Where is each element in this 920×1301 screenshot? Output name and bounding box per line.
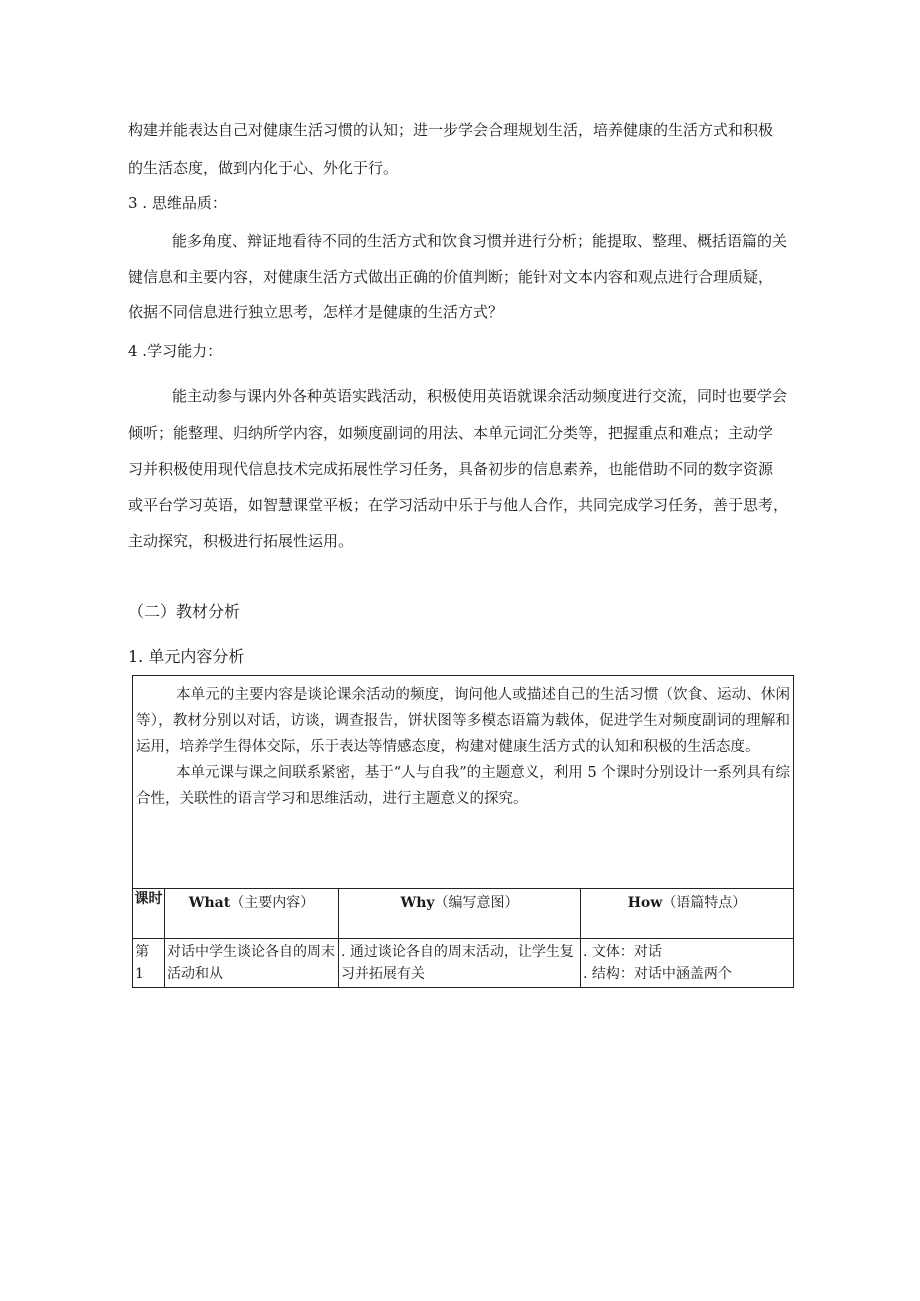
header-lesson: 课时	[133, 889, 165, 939]
table-header-row	[133, 889, 794, 939]
table-row	[133, 939, 794, 988]
row-how-line: . 文体：对话	[583, 944, 662, 960]
header-why	[339, 889, 581, 939]
paragraph-line: 依据不同信息进行独立思考，怎样才是健康的生活方式？	[128, 303, 504, 321]
paragraph-line: 的生活态度，做到内化于心、外化于行。	[128, 159, 399, 177]
intro-paragraph: 本单元课与课之间联系紧密，基于“人与自我”的主题意义，利用 5 个课时分别设计一系列具有综合性，关联性的语言学习和思维活动，进行主题意义的探究。	[136, 765, 790, 807]
paragraph-line: 或平台学习英语，如智慧课堂平板；在学习活动中乐于与他人合作，共同完成学习任务，善于思考，	[128, 496, 789, 514]
header-why-key: Why	[400, 895, 435, 911]
row-how-line: . 结构：对话中涵盖两个	[583, 966, 732, 982]
paragraph-line: 能多角度、辩证地看待不同的生活方式和饮食习惯并进行分析；能提取、整理、概括语篇的关	[172, 232, 788, 250]
row-how	[581, 939, 794, 988]
header-how	[581, 889, 794, 939]
paragraph-line: 主动探究，积极进行拓展性运用。	[128, 532, 354, 550]
header-how-rest: （语篇特点）	[662, 895, 747, 911]
row-why: . 通过谈论各自的周末活动，让学生复习并拓展有关	[339, 939, 581, 988]
paragraph-line: 构建并能表达自己对健康生活习惯的认知；进一步学会合理规划生活，培养健康的生活方式和积极	[128, 121, 774, 139]
table-intro-cell	[133, 676, 794, 889]
row-what: 对话中学生谈论各自的周末活动和从	[165, 939, 339, 988]
header-what	[165, 889, 339, 939]
intro-paragraph: 本单元的主要内容是谈论课余活动的频度，询问他人或描述自己的生活习惯（饮食、运动、休闲等），教材分别以对话，访谈，调查报告，饼状图等多模态语篇为载体，促进学生对频度副词的理解和运用，培养学生得体交际，乐于表达等情感态度，构建对健康生活方式的认知和积极的生活态度。	[136, 687, 790, 755]
header-what-rest: （主要内容）	[230, 895, 315, 911]
subsection-title: 1. 单元内容分析	[128, 647, 245, 666]
paragraph-line: 能主动参与课内外各种英语实践活动，积极使用英语就课余活动频度进行交流，同时也要学会	[172, 387, 788, 405]
item-4-heading: 4 .学习能力：	[128, 342, 223, 360]
paragraph-line: 键信息和主要内容，对健康生活方式做出正确的价值判断；能针对文本内容和观点进行合理质疑，	[128, 268, 774, 286]
section-title: （二）教材分析	[128, 602, 241, 621]
header-what-key: What	[188, 895, 231, 911]
paragraph-line: 倾听；能整理、归纳所学内容，如频度副词的用法、本单元词汇分类等，把握重点和难点；主动学	[128, 424, 774, 442]
unit-content-table	[132, 675, 794, 988]
header-how-key: How	[627, 895, 663, 911]
paragraph-line: 习并积极使用现代信息技术完成拓展性学习任务，具备初步的信息素养，也能借助不同的数字资源	[128, 460, 774, 478]
item-3-heading: 3 . 思维品质：	[128, 194, 227, 212]
header-why-rest: （编写意图）	[434, 895, 519, 911]
row-lesson: 第 1	[133, 939, 165, 988]
